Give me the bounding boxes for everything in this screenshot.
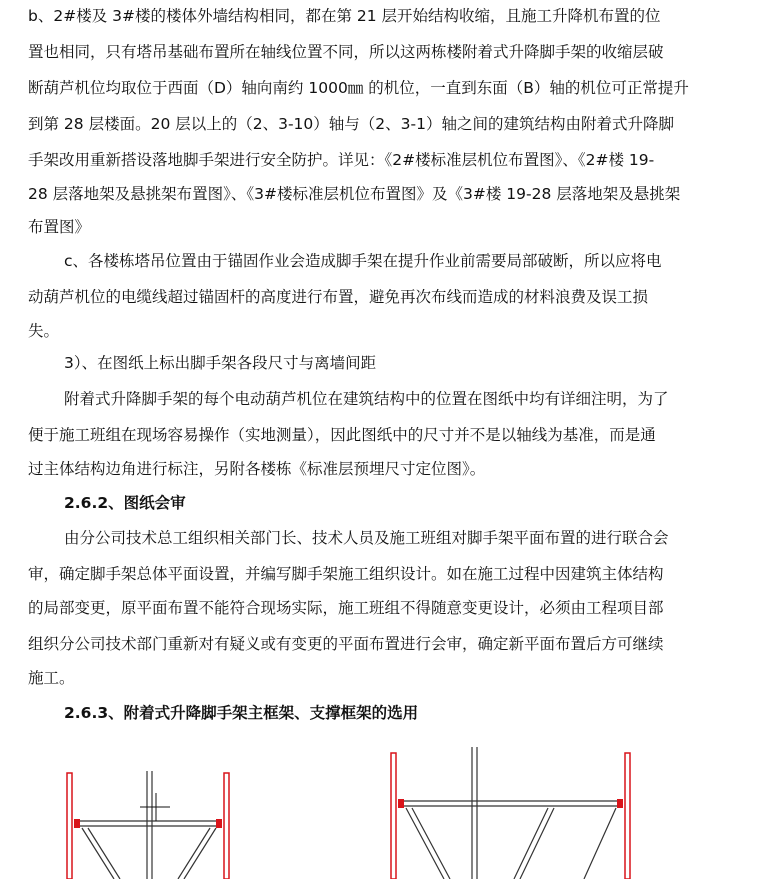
section-heading-2-6-2: 2.6.2、图纸会审	[64, 494, 186, 512]
para-c-line-3: 失。	[28, 322, 60, 340]
para-b-line-1: b、2#楼及 3#楼的楼体外墙结构相同，都在第 21 层开始结构收缩，且施工升降机布置的位	[28, 7, 661, 25]
center-post	[140, 771, 170, 879]
para-262-line-2: 审，确定脚手架总体平面设置，并编写脚手架施工组织设计。如在施工过程中因建筑主体结构	[28, 565, 664, 583]
para-3-line-2: 便于施工班组在现场容易操作（实地测量），因此图纸中的尺寸并不是以轴线为基准，而是通	[28, 426, 656, 444]
para-3-line-1: 附着式升降脚手架的每个电动葫芦机位在建筑结构中的位置在图纸中均有详细注明，为了	[64, 390, 669, 408]
left-upright-red	[67, 773, 72, 879]
main-frame-drawing-right	[384, 735, 644, 879]
para-c-line-1: c、各楼栋塔吊位置由于锚固作业会造成脚手架在提升作业前需要局部破断，所以应将电	[64, 252, 662, 270]
para-262-line-3: 的局部变更，原平面布置不能符合现场实际，施工班组不得随意变更设计，必须由工程项目部	[28, 599, 664, 617]
center-post	[472, 747, 477, 879]
para-b-line-4: 到第 28 层楼面。20 层以上的（2、3-10）轴与（2、3-1）轴之间的建筑结构由附着式升降脚	[28, 115, 674, 133]
main-frame-drawing-left	[60, 735, 240, 879]
para-262-line-5: 施工。	[28, 669, 75, 687]
top-chord	[398, 799, 623, 808]
para-b-line-5: 手架改用重新搭设落地脚手架进行安全防护。详见：《2#楼标准层机位布置图》、《2#楼 19-	[28, 151, 655, 169]
para-b-line-7: 布置图》	[28, 218, 91, 236]
para-b-line-3: 断葫芦机位均取位于西面（D）轴向南约 1000㎜ 的机位，一直到东面（B）轴的机位可正常提升	[28, 79, 689, 97]
diagonal-braces	[406, 808, 616, 879]
para-262-line-4: 组织分公司技术部门重新对有疑义或有变更的平面布置进行会审，确定新平面布置后方可继续	[28, 635, 664, 653]
top-chord	[74, 819, 222, 828]
para-262-line-1: 由分公司技术总工组织相关部门长、技术人员及施工班组对脚手架平面布置的进行联合会	[64, 529, 669, 547]
right-upright-red	[625, 753, 630, 879]
para-b-line-2: 置也相同，只有塔吊基础布置所在轴线位置不同，所以这两栋楼附着式升降脚手架的收缩层破	[28, 43, 664, 61]
diagonal-braces	[82, 828, 216, 879]
right-upright-red	[224, 773, 229, 879]
para-b-line-6: 28 层落地架及悬挑架布置图》、《3#楼标准层机位布置图》及《3#楼 19-28 层落地架及悬挑架	[28, 185, 681, 203]
para-c-line-2: 动葫芦机位的电缆线超过锚固杆的高度进行布置，避免再次布线而造成的材料浪费及误工损	[28, 288, 649, 306]
subheading-3: 3）、在图纸上标出脚手架各段尺寸与离墙间距	[64, 354, 377, 372]
para-3-line-3: 过主体结构边角进行标注，另附各楼栋《标准层预埋尺寸定位图》。	[28, 460, 486, 478]
left-upright-red	[391, 753, 396, 879]
section-heading-2-6-3: 2.6.3、附着式升降脚手架主框架、支撑框架的选用	[64, 704, 419, 722]
